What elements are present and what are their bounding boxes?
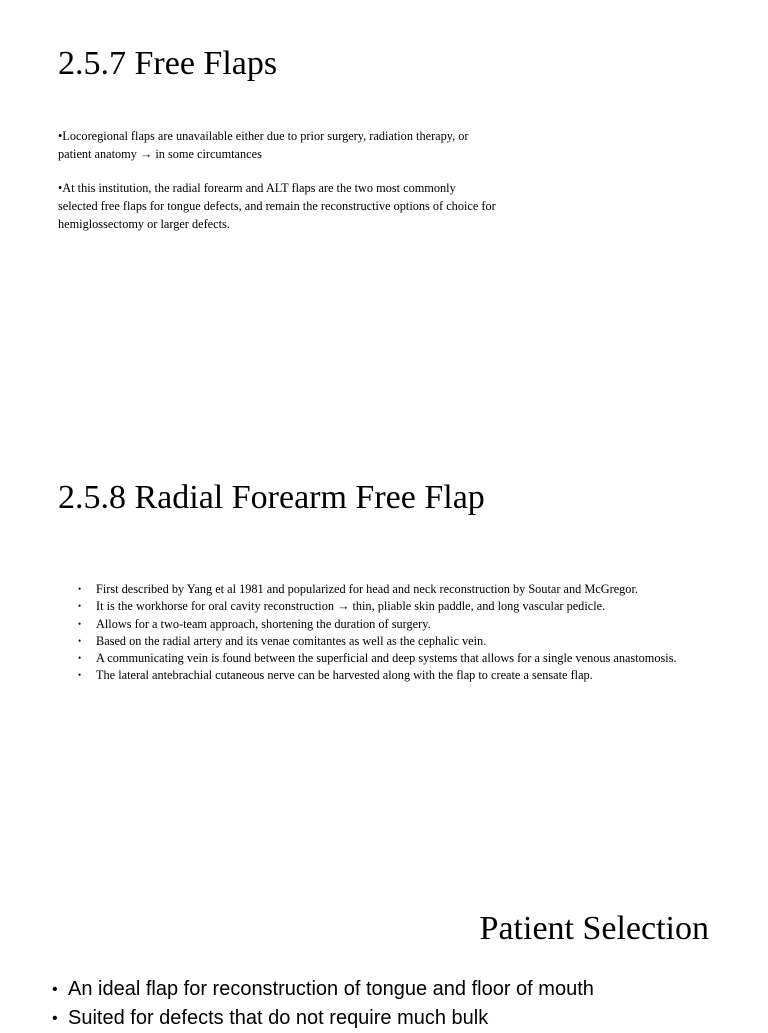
list-item-text: Suited for defects that do not require much bulk	[68, 1007, 489, 1029]
bullet-icon: •	[78, 653, 82, 664]
paragraph-institution: •At this institution, the radial forearm and ALT flaps are the two most commonly selected free flaps for tongue defects, and remain the reconstructive options of choice for hemiglossectomy or larger defects.	[58, 181, 496, 231]
list-item-text: The lateral antebrachial cutaneous nerve can be harvested along with the flap to create a sensate flap.	[96, 668, 593, 683]
slide-title: Patient Selection	[479, 910, 709, 947]
list-item-text: First described by Yang et al 1981 and popularized for head and neck reconstruction by Soutar and McGregor.	[96, 582, 638, 596]
list-item	[52, 1004, 752, 1033]
list-item	[52, 975, 752, 1004]
list-item-text: Allows for a two-team approach, shortening the duration of surgery.	[96, 616, 431, 631]
list-item	[78, 581, 698, 598]
bullet-icon: •	[78, 584, 82, 594]
bullet-icon: •	[78, 601, 82, 612]
list-item	[78, 667, 698, 684]
slide-title: 2.5.7 Free Flaps	[58, 45, 278, 82]
list-item	[78, 616, 698, 633]
slide-free-flaps	[0, 0, 768, 420]
bullet-icon: •	[52, 1010, 58, 1027]
slide-radial-forearm-free-flap	[0, 420, 768, 875]
bullet-icon: •	[78, 670, 82, 681]
list-item-text: An ideal flap for reconstruction of tongue and floor of mouth	[68, 978, 594, 1000]
list-item	[78, 598, 698, 615]
slide-title: 2.5.8 Radial Forearm Free Flap	[58, 479, 485, 516]
slide-patient-selection	[0, 875, 768, 1029]
list-item-text: Based on the radial artery and its venae comitantes as well as the cephalic vein.	[96, 633, 487, 648]
bullet-icon: •	[78, 618, 82, 629]
list-item-text: It is the workhorse for oral cavity reconstruction → thin, pliable skin paddle, and long vascular pedicle.	[96, 599, 606, 614]
list-item-text: A communicating vein is found between the superficial and deep systems that allows for a single venous anastomosis.	[96, 651, 677, 666]
bullet-icon: •	[78, 635, 82, 646]
bullet-list	[52, 975, 752, 1033]
paragraph-locoregional: •Locoregional flaps are unavailable either due to prior surgery, radiation therapy, or patient anatomy → in some circumtances	[58, 129, 469, 161]
list-item	[78, 650, 698, 667]
bullet-list	[78, 581, 698, 685]
list-item	[78, 633, 698, 650]
bullet-icon: •	[52, 981, 58, 998]
